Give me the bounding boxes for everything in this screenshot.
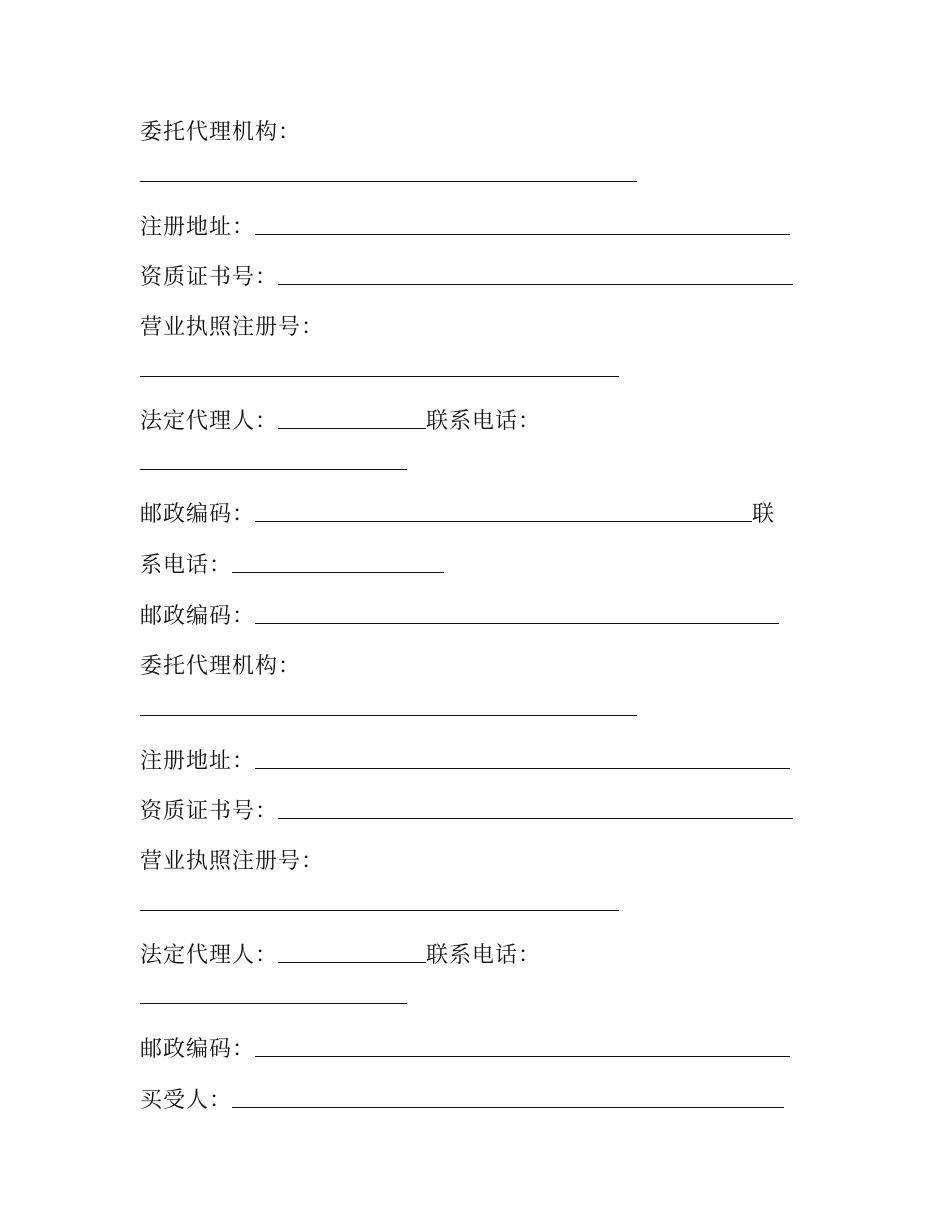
phone-cont-field[interactable] — [232, 571, 444, 573]
legal-rep2-label: 法定代理人： — [140, 943, 279, 968]
license2-label: 营业执照注册号： — [140, 849, 325, 874]
reg-address2-line — [140, 737, 790, 777]
qualification-field[interactable] — [278, 283, 793, 285]
agency-label: 委托代理机构： — [140, 120, 302, 145]
legal-rep-label: 法定代理人： — [140, 409, 279, 434]
qualification2-field[interactable] — [278, 817, 793, 819]
legal-rep-line — [140, 397, 541, 437]
license-line — [140, 303, 324, 343]
postcode2-field[interactable] — [255, 622, 779, 624]
agency2-label: 委托代理机构： — [140, 654, 302, 679]
agency2-blank-line — [140, 684, 637, 724]
license-field[interactable] — [140, 375, 619, 377]
postcode3-field[interactable] — [255, 1055, 790, 1057]
license-blank-line — [140, 345, 619, 385]
postcode2-line — [140, 592, 779, 632]
postcode-line — [140, 490, 775, 530]
qualification-label: 资质证书号： — [140, 265, 279, 290]
agency2-field[interactable] — [140, 714, 637, 716]
agency2-line — [140, 642, 301, 682]
buyer-line — [140, 1076, 784, 1116]
license2-line — [140, 837, 324, 877]
phone-label: 联系电话： — [426, 409, 542, 434]
legal-rep2-line — [140, 931, 541, 971]
license2-field[interactable] — [140, 909, 619, 911]
license2-blank-line — [140, 879, 619, 919]
reg-address2-field[interactable] — [255, 767, 790, 769]
phone-cont-line — [140, 541, 444, 581]
phone2-label: 联系电话： — [426, 943, 542, 968]
reg-address2-label: 注册地址： — [140, 749, 256, 774]
phone-field[interactable] — [140, 468, 407, 470]
reg-address-line — [140, 203, 790, 243]
postcode3-label: 邮政编码： — [140, 1037, 256, 1062]
phone-blank-line — [140, 438, 407, 478]
agency-line — [140, 108, 301, 148]
qualification2-label: 资质证书号： — [140, 799, 279, 824]
qualification2-line — [140, 787, 793, 827]
postcode3-line — [140, 1025, 790, 1065]
reg-address-field[interactable] — [255, 233, 790, 235]
postcode-field[interactable] — [255, 520, 752, 522]
wrap-char: 联 — [752, 502, 776, 527]
qualification-line — [140, 253, 793, 293]
phone-cont-label: 系电话： — [140, 553, 233, 578]
legal-rep2-field[interactable] — [278, 961, 426, 963]
reg-address-label: 注册地址： — [140, 215, 256, 240]
phone2-field[interactable] — [140, 1002, 407, 1004]
agency-blank-line — [140, 150, 637, 190]
buyer-field[interactable] — [232, 1106, 784, 1108]
legal-rep-field[interactable] — [278, 427, 426, 429]
buyer-label: 买受人： — [140, 1088, 233, 1113]
license-label: 营业执照注册号： — [140, 315, 325, 340]
phone2-blank-line — [140, 972, 407, 1012]
postcode2-label: 邮政编码： — [140, 604, 256, 629]
postcode-label: 邮政编码： — [140, 502, 256, 527]
agency-field[interactable] — [140, 180, 637, 182]
